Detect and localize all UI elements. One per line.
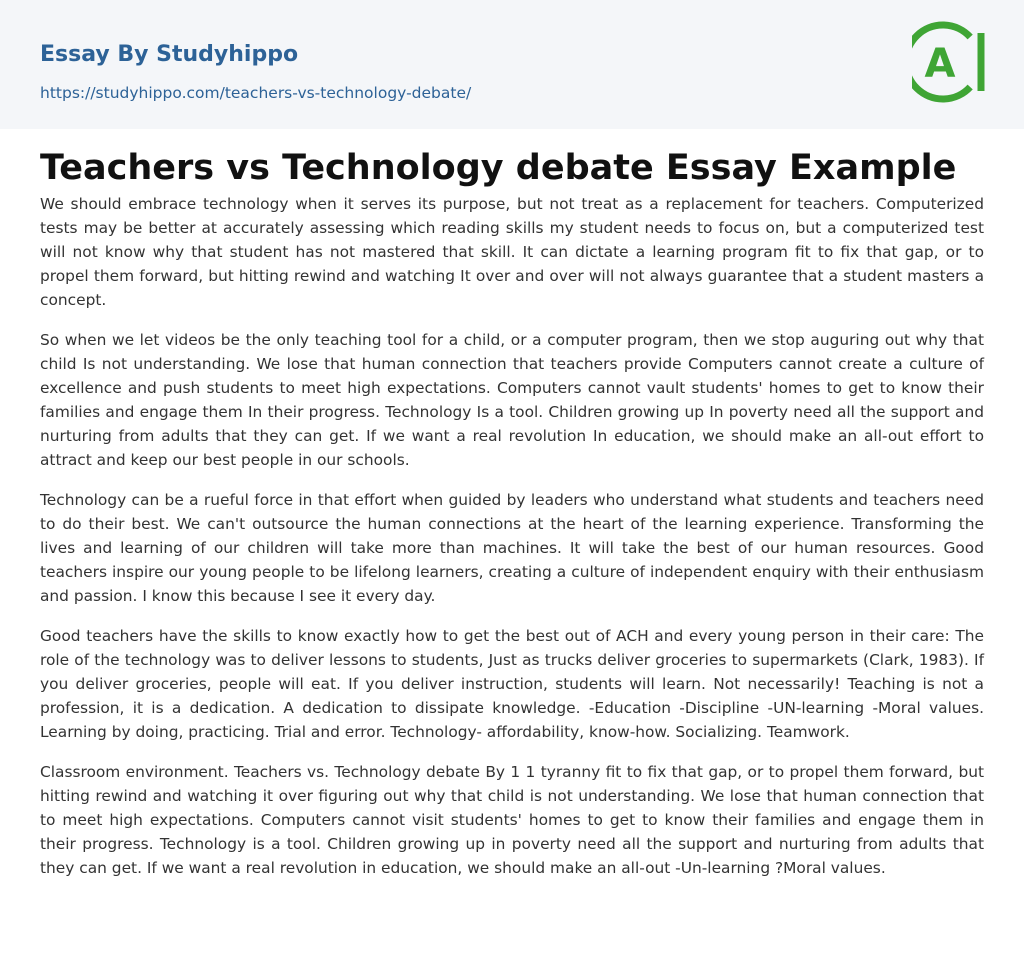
essay-url-link[interactable]: https://studyhippo.com/teachers-vs-technology-debate/: [40, 84, 472, 102]
essay-paragraph-1: We should embrace technology when it serves its purpose, but not treat as a replacement for teachers. Computerized tests may be better at accurately assessing which reading skills my student needs to focus on, but a computerized test will not know why that student has not mastered that skill. It can dictate a learning program fit to fix that gap, or to propel them forward, but hitting rewind and watching It over and over will not always guarantee that a student masters a concept.: [40, 195, 984, 309]
logo-letter: A: [924, 41, 956, 87]
site-brand[interactable]: Essay By Studyhippo: [40, 42, 299, 67]
essay-content: [0, 129, 1024, 880]
essay-paragraph-3: Technology can be a rueful force in that effort when guided by leaders who understand what students and teachers need to do their best. We can't outsource the human connections at the heart of the learning experience. Transforming the lives and learning of our children will take more than machines. It will take the best of our human resources. Good teachers inspire our young people to be lifelong learners, creating a culture of independent enquiry with their enthusiasm and passion. I know this because I see it every day.: [40, 491, 984, 605]
essay-paragraph-4: Good teachers have the skills to know exactly how to get the best out of ACH and every young person in their care: The role of the technology was to deliver lessons to students, Just as trucks deliver groceries to supermarkets (Clark, 1983). If you deliver groceries, people will eat. If you deliver instruction, students will learn. Not necessarily! Teaching is not a profession, it is a dedication. A dedication to dissipate knowledge. -Education -Discipline -UN-learning -Moral values. Learning by doing, practicing. Trial and error. Technology- affordability, know-how. Socializing. Teamwork.: [40, 627, 984, 741]
page-title: Teachers vs Technology debate Essay Example: [40, 148, 957, 188]
site-header: [0, 0, 1024, 129]
essay-paragraph-5: Classroom environment. Teachers vs. Technology debate By 1 1 tyranny fit to fix that gap, or to propel them forward, but hitting rewind and watching it over figuring out why that child is not understanding. We lose that human connection that to meet high expectations. Computers cannot visit students' homes to get to know their families and engage them in their progress. Technology is a tool. Children growing up in poverty need all the support and nurturing from adults that they can get. If we want a real revolution in education, we should make an all-out -Un-learning ?Moral values.: [40, 763, 984, 877]
essay-paragraph-2: So when we let videos be the only teaching tool for a child, or a computer program, then we stop auguring out why that child Is not understanding. We lose that human connection that teachers provide Computers cannot create a culture of excellence and push students to meet high expectations. Computers cannot vault students' homes to get to know their families and engage them In their progress. Technology Is a tool. Children growing up In poverty need all the support and nurturing from adults that they can get. If we want a real revolution In education, we should make an all-out effort to attract and keep our best people in our schools.: [40, 331, 984, 469]
studyhippo-logo-icon[interactable]: [912, 19, 986, 105]
